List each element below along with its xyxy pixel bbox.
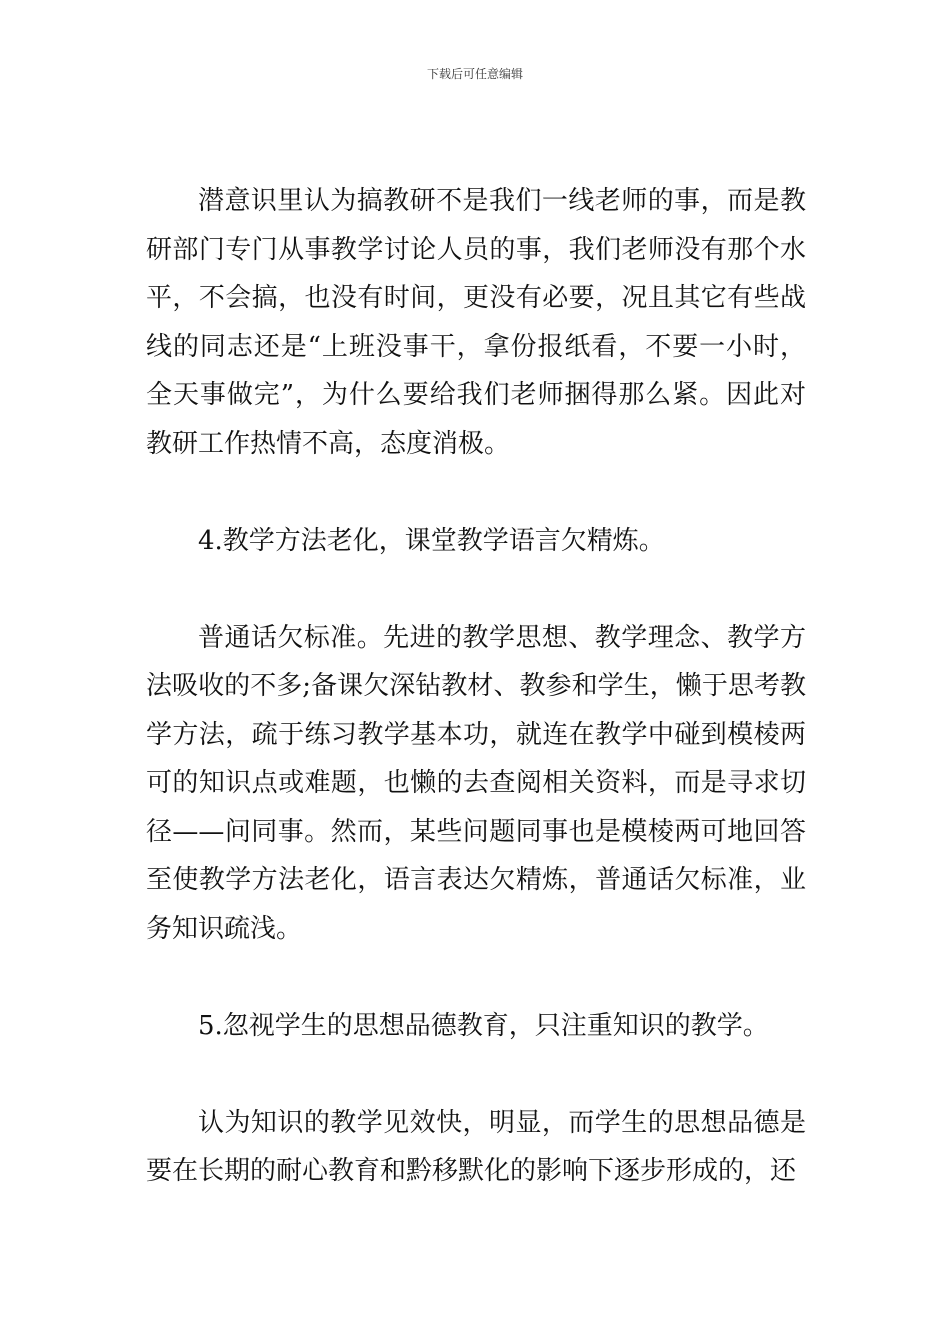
section-heading-teaching-methods: 4.教学方法老化，课堂教学语言欠精炼。 bbox=[198, 525, 665, 556]
document-body bbox=[146, 177, 806, 1196]
paragraph-teaching-methods-detail: 普通话欠标准。先进的教学思想、教学理念、教学方法吸收的不多;备课欠深钻教材、教参和学生，懒于思考教学方法，疏于练习教学基本功，就连在教学中碰到模棱两可的知识点或难题，也懒的去查阅相关资料，而是寻求切径——问同事。然而，某些问题同事也是模棱两可地回答至使教学方法老化，语言表达欠精炼，普通话欠标准，业务知识疏浅。 bbox=[146, 622, 806, 944]
paragraph-spacer bbox=[146, 953, 806, 1002]
page-header: 下载后可任意编辑 bbox=[426, 67, 523, 81]
paragraph-teaching-research-attitude: 潜意识里认为搞教研不是我们一线老师的事，而是教研部门专门从事教学讨论人员的事，我们老师没有那个水平，不会搞，也没有时间，更没有必要，况且其它有些战线的同志还是“上班没事干，拿份报纸看，不要一小时，全天事做完”，为什么要给我们老师捆得那么紧。因此对教研工作热情不高，态度消极。 bbox=[146, 186, 806, 459]
paragraph-spacer bbox=[146, 1050, 806, 1099]
paragraph-spacer bbox=[146, 468, 806, 517]
paragraph-spacer bbox=[146, 565, 806, 614]
paragraph-moral-education-detail: 认为知识的教学见效快，明显，而学生的思想品德是要在长期的耐心教育和黔移默化的影响下逐步形成的，还 bbox=[146, 1107, 806, 1186]
section-heading-moral-education: 5.忽视学生的思想品德教育，只注重知识的教学。 bbox=[198, 1010, 769, 1041]
